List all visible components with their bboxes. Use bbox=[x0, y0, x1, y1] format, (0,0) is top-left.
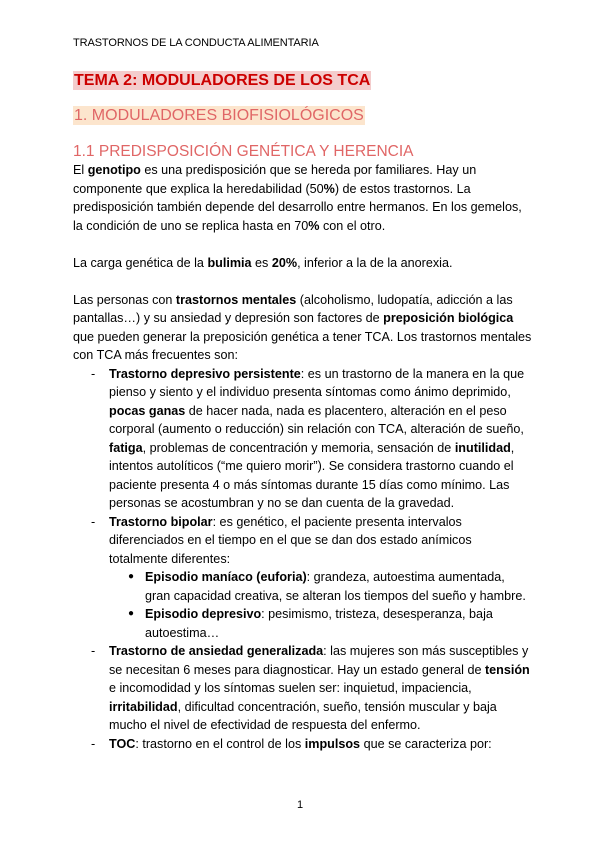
disorders-list bbox=[73, 365, 533, 754]
list-item-bipolar: - Trastorno bipolar: es genético, el paciente presenta intervalos diferenciados en el tiempo en el que se dan dos estado anímicos totalmente diferentes: ● Episodio maníaco (euforia): grandeza, autoestima aumentada, gran capacidad creativa, se alteran los tiempos del sueño y hambre. ● Episodio depresivo: pesimismo, tristeza, desesperanza, baja autoestima… bbox=[73, 513, 533, 643]
section-heading: 1. MODULADORES BIOFISIOLÓGICOS bbox=[74, 107, 364, 124]
list-item-manic-episode: ● Episodio maníaco (euforia): grandeza, autoestima aumentada, gran capacidad creativa, se alteran los tiempos del sueño y hambre. bbox=[109, 568, 533, 605]
paragraph-genotype: El genotipo es una predisposición que se hereda por familiares. Hay un componente que explica la heredabilidad (50%) de estos trastornos. La predisposición también depende del desarrollo entre hermanos. En los gemelos, la condición de uno se replica hasta en 70% con el otro. bbox=[73, 163, 522, 233]
paragraph-mental-disorders: Las personas con trastornos mentales (alcoholismo, ludopatía, adicción a las pantallas…) y su ansiedad y depresión son factores de preposición biológica que pueden generar la preposición genética a tener TCA. Los trastornos mentales con TCA más frecuentes son: bbox=[73, 292, 532, 362]
subsection-heading: 1.1 PREDISPOSICIÓN GENÉTICA Y HERENCIA bbox=[73, 143, 414, 160]
topic-title: TEMA 2: MODULADORES DE LOS TCA bbox=[74, 72, 371, 89]
list-item-toc: - TOC: trastorno en el control de los impulsos que se caracteriza por: bbox=[73, 735, 533, 754]
bipolar-episodes-list bbox=[109, 568, 533, 642]
list-item-depressive-episode: ● Episodio depresivo: pesimismo, tristeza, desesperanza, baja autoestima… bbox=[109, 605, 533, 642]
page-number: 1 bbox=[296, 799, 304, 811]
paragraph-bulimia: La carga genética de la bulimia es 20%, inferior a la de la anorexia. bbox=[73, 255, 453, 270]
body-text bbox=[73, 161, 533, 753]
list-item-persistent-depressive: - Trastorno depresivo persistente: es un trastorno de la manera en la que pienso y siento y el individuo presenta síntomas como ánimo deprimido, pocas ganas de hacer nada, nada es placentero, alteración en el peso corporal (aumento o reducción) sin relación con TCA, alteración de sueño, fatiga, problemas de concentración y memoria, sensación de inutilidad, intentos autolíticos (“me quiero morir”). Se considera trastorno cuando el paciente presenta 4 o más síntomas durante 15 días como mínimo. Las personas se acostumbran y no se dan cuenta de la gravedad. bbox=[73, 365, 533, 513]
list-item-generalized-anxiety: - Trastorno de ansiedad generalizada: las mujeres son más susceptibles y se necesitan 6 meses para diagnosticar. Hay un estado general de tensión e incomodidad y los síntomas suelen ser: inquietud, impaciencia, irritabilidad, dificultad concentración, sueño, tensión muscular y baja mucho el nivel de efectividad de respuesta del enfermo. bbox=[73, 642, 533, 735]
running-header: TRASTORNOS DE LA CONDUCTA ALIMENTARIA bbox=[73, 37, 319, 49]
